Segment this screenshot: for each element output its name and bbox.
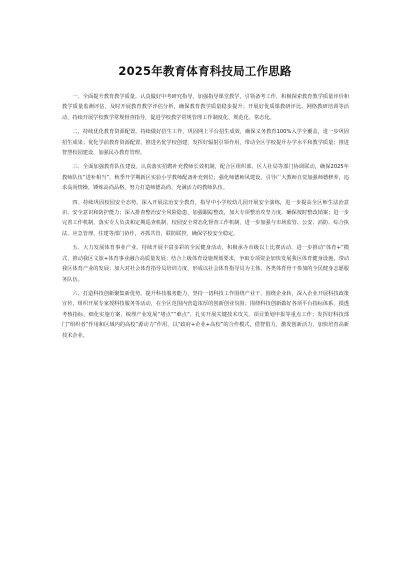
paragraph-teacher-team: 三、全面加强教育队伍建设。认真落实招聘补充教师长效机制，配合区组织部、区人社局等部门协调联动，确保2025年教师队伍“进补相当”，秋季开学期新区实验小学教师配备补充到位；强化师德师风建设，引导广大教师自觉加强师德修养，追求高尚情操，锤炼高尚品格，努力打造师德高尚、充满活力的教师队伍。 [62,164,349,192]
document-title: 2025年教育体育科技局工作思路 [118,64,292,78]
paragraph-resource-allocation: 二、持续优化教育资源配置。持续做好招生工作，巩固网上平台招生成效，确保义务教育100%入学全覆盖，进一步巩固招生成果；优化学前教育资源配置，推进名优学校创建，发挥好辐射引领作用，带动全区学校提升办学水平和教学质量；推进智慧校园建设，加强民办教育管理。 [62,129,349,157]
paragraph-campus-safety: 四、持续巩固校园安全态势。深入开展法治安全教育，指导中小学校幼儿园开展安全演练，进一步提高全区师生法治意识、安全意识和防护能力；深入排查整治安全风险隐患，加强跟踪整改，加大专项整治攻坚力度，确保按时整改销案；进一步完善工作机制，落实专人负责和定期巡查机制，校园安全常态化督查工作机制，进一步加强与市场监管、公安、消防、综合执法、应急管理、住建等部门协作，齐抓共管，联防联控，确保学校安全稳定。 [62,199,349,237]
document-body [62,92,349,345]
paragraph-sports-industry: 五、大力发展体育事业产业。持续开展丰富多彩的全民健身活动，积极承办市级以上比赛活动，进一步推动“体育+”模式，推动我区文旅+体育事业融合高质量发展；结合上级体育设施规划要求，争取专项资金加快发展我区体育健身设施，带动我区体育产业的发展；加大对社会体育指导员培训力度，形成以社会体育指导员为主体、各类体育骨干参加的全民健身志愿服务队伍。 [62,245,349,283]
paragraph-teaching-quality: 一、全面提升教育教学质量。认真做好中考研究指导，加强指导课堂教学，引领备考工作，积极探索教育教学质量评价和教学质量监测评估，及时开展教育教学评估分析，确保教育教学质量稳步提升；开展好优质课教研评比、网络教研培训等活动，持续开展学校教学常规督查指导，促进学校教学常规管理工作制度化、规范化、常态化。 [62,94,349,121]
paragraph-tech-innovation: 六、打造科技创新聚集新优势。提升科技服务能力，坚持一切科技工作围绕产业干、围绕企业转，深入企业开展科技政策宣传，组织开展专家授科技服务等活动，在全区范围内营造浓厚的创新创业氛围；围绕科技创新做好各项平台指标体系，摸透考核指标，细化实施方案，梳理产业发展“堵点”“难点”，扎实开展关键技术攻关，项目策划申报等重点工作；发挥好科技部门“组织者”作用和区域内的高校“源动力”作用，以“政府+企业+高校”的合作模式，借智借力，激发创新活力，加快培育高新技术企业。 [62,290,349,339]
